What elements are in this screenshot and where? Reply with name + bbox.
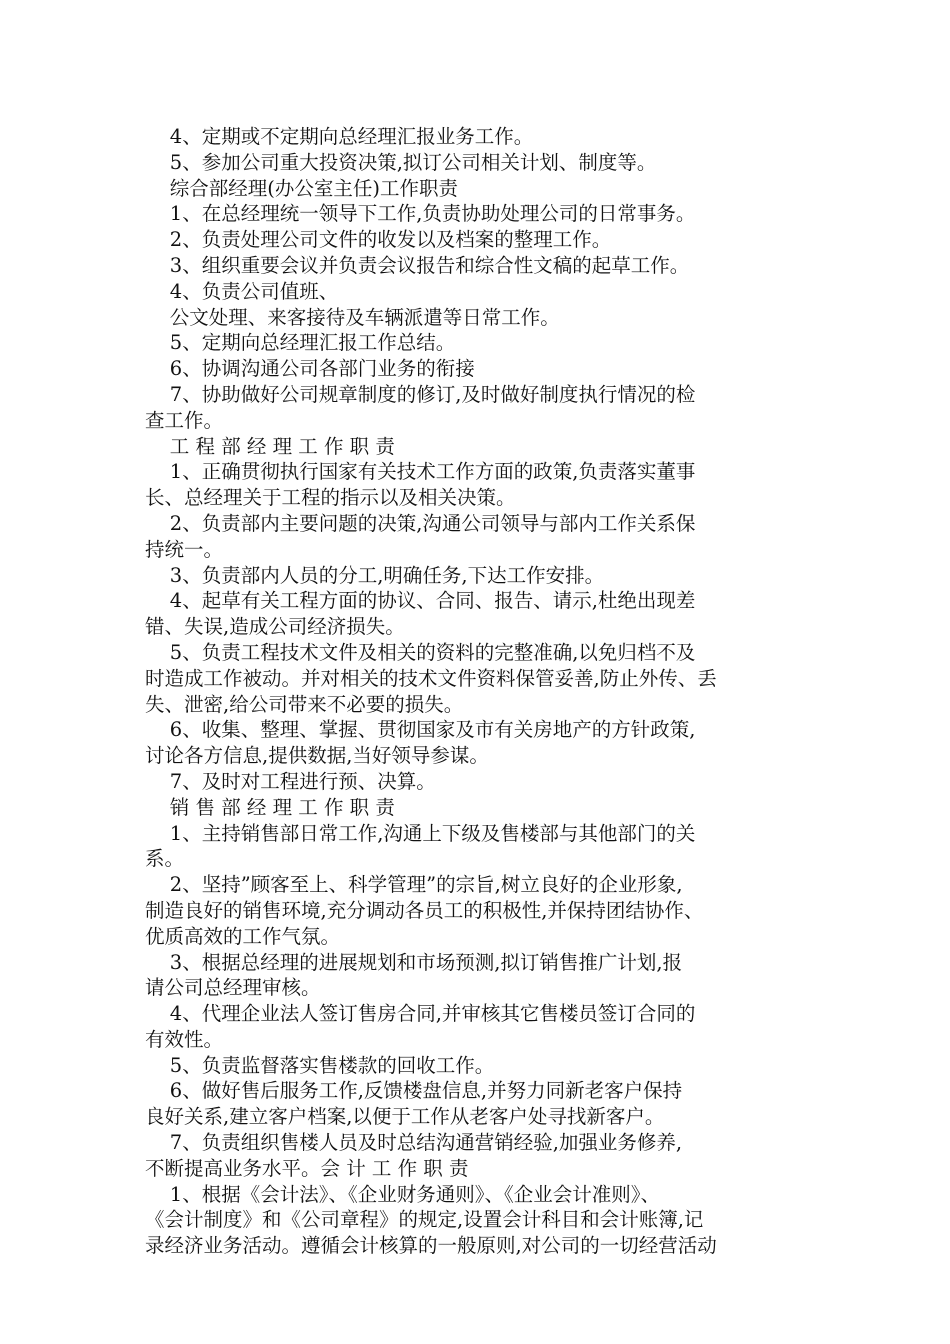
text-line: 4、起草有关工程方面的协议、合同、报告、请示,杜绝出现差 <box>145 589 696 613</box>
text-line: 1、正确贯彻执行国家有关技术工作方面的政策,负责落实董事 <box>145 460 696 484</box>
text-line: 时造成工作被动。并对相关的技术文件资料保管妥善,防止外传、丢 <box>145 666 717 690</box>
text-line: 7、协助做好公司规章制度的修订,及时做好制度执行情况的检 <box>145 382 696 406</box>
text-line: 有效性。 <box>145 1027 224 1051</box>
text-line: 6、协调沟通公司各部门业务的衔接 <box>145 357 475 381</box>
text-line: 讨论各方信息,提供数据,当好领导参谋。 <box>145 744 489 768</box>
text-line: 系。 <box>145 847 185 871</box>
text-line: 错、失误,造成公司经济损失。 <box>145 615 405 639</box>
text-line: 3、负责部内人员的分工,明确任务,下达工作安排。 <box>145 563 605 587</box>
text-line: 良好关系,建立客户档案,以便于工作从老客户处寻找新客户。 <box>145 1105 665 1129</box>
text-line: 5、负责监督落实售楼款的回收工作。 <box>145 1053 495 1077</box>
text-line: 1、根据《会计法》、《企业财务通则》、《企业会计准则》、 <box>145 1182 660 1206</box>
text-line: 优质高效的工作气氛。 <box>145 924 341 948</box>
text-line: 7、及时对工程进行预、决算。 <box>145 769 436 793</box>
text-line: 失、泄密,给公司带来不必要的损失。 <box>145 692 464 716</box>
text-line: 录经济业务活动。遵循会计核算的一般原则,对公司的一切经营活动 <box>145 1234 717 1258</box>
section-heading: 销 售 部 经 理 工 作 职 责 <box>145 795 395 819</box>
text-line: 制造良好的销售环境,充分调动各员工的积极性,并保持团结协作、 <box>145 898 704 922</box>
text-line: 4、代理企业法人签订售房合同,并审核其它售楼员签订合同的 <box>145 1002 696 1026</box>
text-line: 请公司总经理审核。 <box>145 976 321 1000</box>
text-line: 5、负责工程技术文件及相关的资料的完整准确,以免归档不及 <box>145 640 696 664</box>
text-line: 5、参加公司重大投资决策,拟订公司相关计划、制度等。 <box>145 150 657 174</box>
text-line: 3、组织重要会议并负责会议报告和综合性文稿的起草工作。 <box>145 253 690 277</box>
text-line: 3、根据总经理的进展规划和市场预测,拟订销售推广计划,报 <box>145 950 683 974</box>
text-line: 长、总经理关于工程的指示以及相关决策。 <box>145 486 516 510</box>
document-body <box>145 124 815 1259</box>
text-line: 2、负责部内主要问题的决策,沟通公司领导与部内工作关系保 <box>145 511 696 535</box>
text-line: 6、做好售后服务工作,反馈楼盘信息,并努力同新老客户保持 <box>145 1079 683 1103</box>
text-line: 2、负责处理公司文件的收发以及档案的整理工作。 <box>145 228 612 252</box>
text-line: 公文处理、来客接待及车辆派遣等日常工作。 <box>145 305 560 329</box>
text-line: 持统一。 <box>145 537 224 561</box>
section-heading: 工 程 部 经 理 工 作 职 责 <box>145 434 395 458</box>
text-line: 查工作。 <box>145 408 224 432</box>
text-line: 5、定期向总经理汇报工作总结。 <box>145 331 456 355</box>
section-heading: 综合部经理(办公室主任)工作职责 <box>145 176 459 200</box>
text-line: 《会计制度》和《公司章程》的规定,设置会计科目和会计账簿,记 <box>145 1208 704 1232</box>
text-line: 不断提高业务水平。会 计 工 作 职 责 <box>145 1156 469 1180</box>
text-line: 1、主持销售部日常工作,沟通上下级及售楼部与其他部门的关 <box>145 821 696 845</box>
text-line: 4、负责公司值班、 <box>145 279 339 303</box>
text-line: 2、坚持”顾客至上、科学管理”的宗旨,树立良好的企业形象, <box>145 873 683 897</box>
text-line: 6、收集、整理、掌握、贯彻国家及市有关房地产的方针政策, <box>145 718 696 742</box>
text-line: 7、负责组织售楼人员及时总结沟通营销经验,加强业务修养, <box>145 1131 683 1155</box>
text-line: 1、在总经理统一领导下工作,负责协助处理公司的日常事务。 <box>145 202 696 226</box>
text-line: 4、定期或不定期向总经理汇报业务工作。 <box>145 125 534 148</box>
